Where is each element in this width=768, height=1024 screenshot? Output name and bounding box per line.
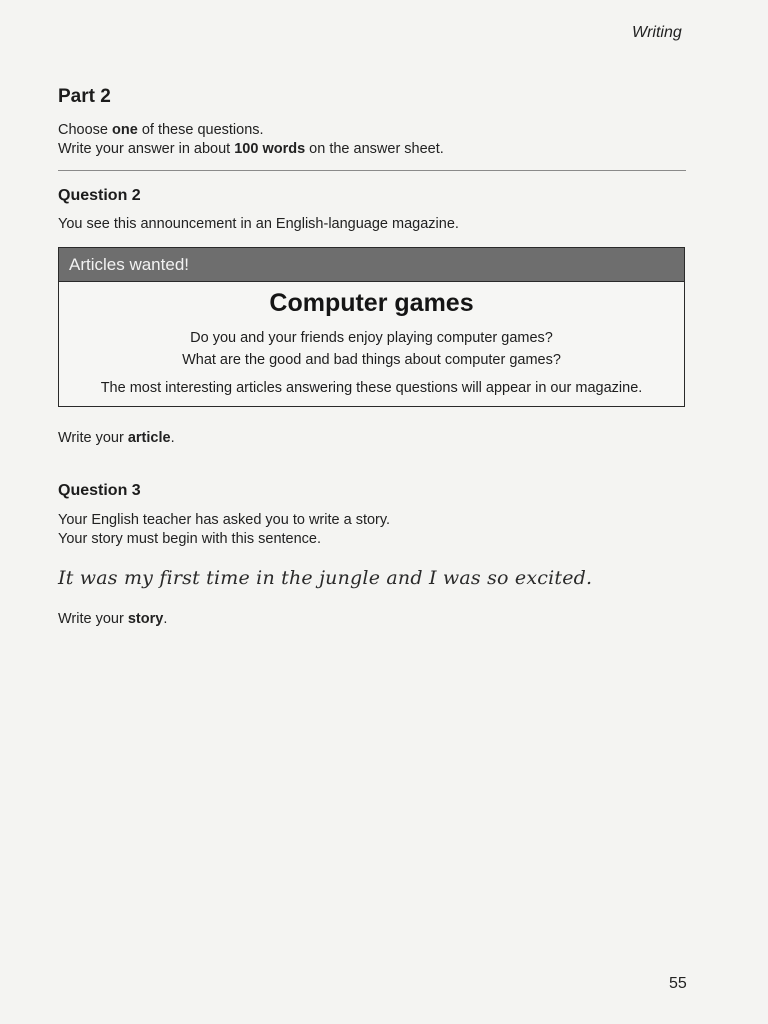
question-3-intro-1: Your English teacher has asked you to write a story. bbox=[58, 512, 391, 528]
question-2-task bbox=[58, 429, 175, 448]
announcement-line: What are the good and bad things about computer games? bbox=[182, 352, 561, 368]
part-instruction-1 bbox=[58, 121, 264, 140]
announcement-box bbox=[58, 247, 685, 407]
q2-task-bold: article bbox=[127, 430, 171, 446]
instruction-1-bold: one bbox=[112, 122, 138, 138]
announcement-header: Articles wanted! bbox=[59, 248, 684, 282]
question-3-intro-2: Your story must begin with this sentence. bbox=[58, 531, 322, 547]
q3-task-post: . bbox=[163, 611, 168, 627]
question-3-task bbox=[58, 610, 167, 629]
q2-task-post: . bbox=[170, 430, 175, 446]
instruction-1-pre: Choose bbox=[58, 122, 113, 138]
instruction-1-post: of these questions. bbox=[137, 122, 264, 138]
q3-task-pre: Write your bbox=[58, 611, 128, 627]
story-opening-sentence: It was my first time in the jungle and I was so excited. bbox=[58, 567, 593, 589]
announcement-line: Do you and your friends enjoy playing computer games? bbox=[190, 330, 553, 346]
page-number: 55 bbox=[669, 975, 687, 992]
q3-task-bold: story bbox=[127, 611, 164, 627]
question-3-label: Question 3 bbox=[58, 482, 141, 499]
instruction-2-bold: 100 words bbox=[234, 141, 306, 157]
divider bbox=[58, 170, 686, 171]
running-head: Writing bbox=[632, 24, 682, 41]
question-2-intro: You see this announcement in an English-language magazine. bbox=[58, 216, 459, 232]
part-title: Part 2 bbox=[58, 86, 111, 107]
question-2-label: Question 2 bbox=[58, 187, 141, 204]
instruction-2-post: on the answer sheet. bbox=[305, 141, 444, 157]
instruction-2-pre: Write your answer in about bbox=[58, 141, 235, 157]
announcement-title: Computer games bbox=[269, 289, 474, 317]
part-instruction-2 bbox=[58, 140, 444, 159]
q2-task-pre: Write your bbox=[58, 430, 128, 446]
announcement-questions bbox=[59, 327, 684, 371]
announcement-footer: The most interesting articles answering these questions will appear in our magazine. bbox=[100, 380, 643, 396]
